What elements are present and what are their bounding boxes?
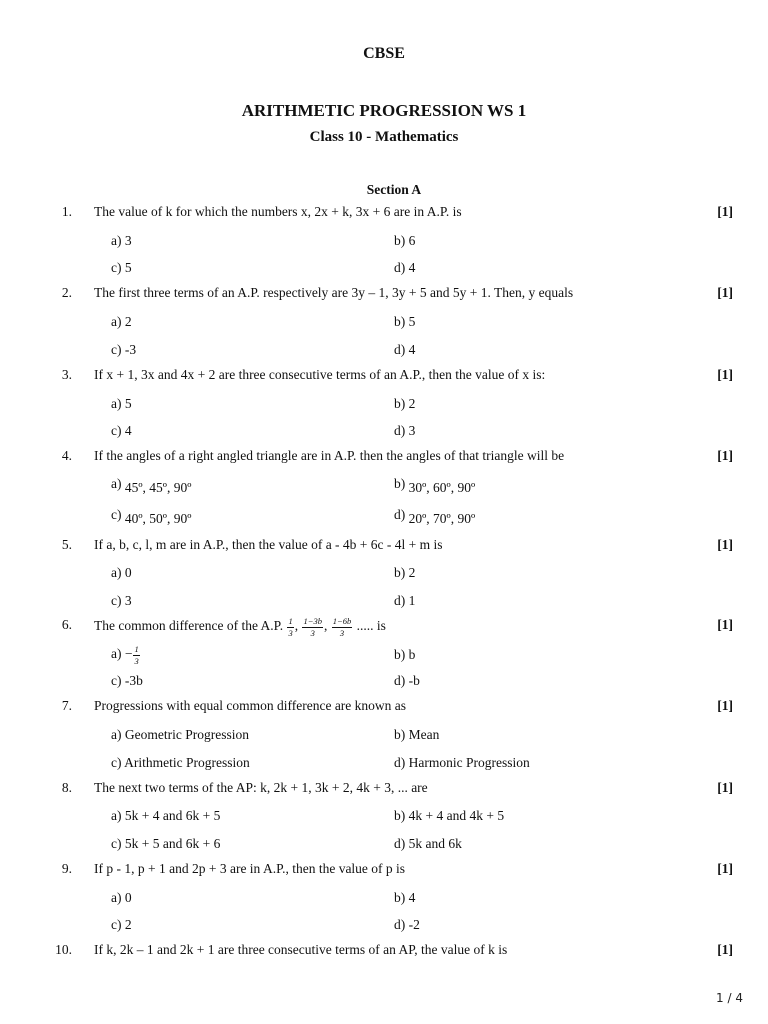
question-2 (0, 285, 768, 305)
question-text-tail: ..... is (356, 618, 386, 634)
page-number: 1 / 4 (716, 991, 743, 1005)
option-a (111, 476, 192, 496)
worksheet-subtitle: Class 10 - Mathematics (309, 129, 459, 145)
fraction-denominator: 3 (288, 627, 293, 638)
option-b: b) b (394, 647, 416, 662)
fraction-denominator: 3 (134, 655, 139, 666)
option-d: d) 4 (394, 260, 416, 275)
option-b (394, 476, 476, 496)
option-b: b) 2 (394, 565, 416, 580)
option-d: d) 5k and 6k (394, 836, 462, 851)
option-d: d) -b (394, 673, 420, 688)
option-a (111, 645, 141, 665)
option-a: a) 5k + 4 and 6k + 5 (111, 808, 221, 823)
option-b: b) 5 (394, 314, 416, 329)
fraction-denominator: 3 (310, 627, 315, 638)
question-3 (0, 367, 768, 387)
option-c: c) 3 (111, 593, 132, 608)
option-label: c) (111, 507, 122, 522)
option-a: a) 0 (111, 565, 132, 580)
question-marks: [1] (717, 204, 733, 219)
fraction-term-3 (332, 617, 353, 637)
fraction-numerator: 1−6b (332, 616, 352, 626)
question-10 (0, 942, 768, 962)
option-b: b) Mean (394, 727, 440, 742)
fraction-term-2 (302, 617, 323, 637)
question-number: 6. (61, 617, 72, 632)
question-9 (0, 861, 768, 881)
question-text: If x + 1, 3x and 4x + 2 are three consecutive terms of an A.P., then the value of x is: (94, 367, 546, 382)
option-b: b) 4 (394, 890, 416, 905)
fraction-denominator: 3 (339, 627, 345, 638)
question-text: Progressions with equal common difference are known as (94, 698, 407, 713)
question-marks: [1] (717, 285, 733, 300)
worksheet-title: ARITHMETIC PROGRESSION WS 1 (241, 101, 527, 120)
option-label: a) (111, 476, 122, 491)
question-marks: [1] (717, 367, 733, 382)
option-c (111, 507, 192, 527)
option-c: c) 5 (111, 260, 132, 275)
section-heading: Section A (366, 182, 422, 197)
option-a: a) 3 (111, 233, 132, 248)
option-d: d) 4 (394, 342, 416, 357)
option-c: c) 4 (111, 423, 132, 438)
option-b: b) 4k + 4 and 4k + 5 (394, 808, 505, 823)
question-number: 3. (61, 367, 72, 382)
question-4 (0, 448, 768, 468)
option-a: a) 5 (111, 396, 132, 411)
question-marks: [1] (717, 698, 733, 713)
question-marks: [1] (717, 942, 733, 957)
question-number: 9. (61, 861, 72, 876)
question-text: The common difference of the A.P. $\frac{1}{3}$ , $\frac{1-3b}{3}$ , $\frac{1-6b}{3}$ ..... is (94, 616, 386, 638)
option-a: a) Geometric Progression (111, 727, 249, 742)
option-c: c) -3 (111, 342, 137, 357)
question-text: The next two terms of the AP: k, 2k + 1, 3k + 2, 4k + 3, ... are (94, 780, 428, 795)
option-value: 45º, 45º, 90º (124, 480, 192, 495)
question-text: If the angles of a right angled triangle are in A.P. then the angles of that triangle will be (94, 448, 565, 463)
option-a: a) 2 (111, 314, 132, 329)
option-d (394, 507, 476, 527)
question-number: 10. (55, 942, 72, 957)
board-name: CBSE (363, 45, 405, 62)
question-marks: [1] (717, 617, 733, 632)
question-text-lead: The common difference of the A.P. (94, 618, 284, 634)
option-d: d) Harmonic Progression (394, 755, 530, 770)
question-5 (0, 537, 768, 557)
option-label: d) (394, 507, 406, 522)
question-number: 1. (61, 204, 72, 219)
question-number: 7. (61, 698, 72, 713)
option-d: d) 3 (394, 423, 416, 438)
question-text: If k, 2k – 1 and 2k + 1 are three consecutive terms of an AP, the value of k is (94, 942, 508, 957)
question-marks: [1] (717, 448, 733, 463)
question-6 (0, 617, 768, 637)
question-number: 5. (61, 537, 72, 552)
option-value: 20º, 70º, 90º (408, 511, 476, 526)
question-text: The value of k for which the numbers x, 2x + k, 3x + 6 are in A.P. is (94, 204, 462, 219)
fraction-numerator: 1 (288, 616, 293, 626)
fraction-numerator: 1−3b (303, 616, 322, 626)
option-value: 30º, 60º, 90º (408, 480, 476, 495)
question-marks: [1] (717, 537, 733, 552)
fraction-numerator: 1 (134, 644, 139, 654)
question-number: 4. (61, 448, 72, 463)
option-c: c) 5k + 5 and 6k + 6 (111, 836, 221, 851)
question-text: If a, b, c, l, m are in A.P., then the value of a - 4b + 6c - 4l + m is (94, 537, 443, 552)
option-label: a) − (111, 646, 133, 662)
question-marks: [1] (717, 861, 733, 876)
question-marks: [1] (717, 780, 733, 795)
question-number: 8. (61, 780, 72, 795)
option-c: c) Arithmetic Progression (111, 755, 250, 770)
question-1 (0, 204, 768, 224)
option-value: 40º, 50º, 90º (124, 511, 192, 526)
option-c: c) -3b (111, 673, 143, 688)
option-d: d) 1 (394, 593, 416, 608)
question-7 (0, 698, 768, 718)
question-text: If p - 1, p + 1 and 2p + 3 are in A.P., then the value of p is (94, 861, 406, 876)
option-b: b) 2 (394, 396, 416, 411)
option-d: d) -2 (394, 917, 420, 932)
option-label: b) (394, 476, 406, 491)
fraction-term-1 (287, 617, 293, 637)
option-c: c) 2 (111, 917, 132, 932)
option-fraction (133, 645, 139, 665)
question-text: The first three terms of an A.P. respectively are 3y – 1, 3y + 5 and 5y + 1. Then, y equals (94, 285, 574, 300)
question-8 (0, 780, 768, 800)
question-number: 2. (61, 285, 72, 300)
option-a: a) 0 (111, 890, 132, 905)
option-b: b) 6 (394, 233, 416, 248)
